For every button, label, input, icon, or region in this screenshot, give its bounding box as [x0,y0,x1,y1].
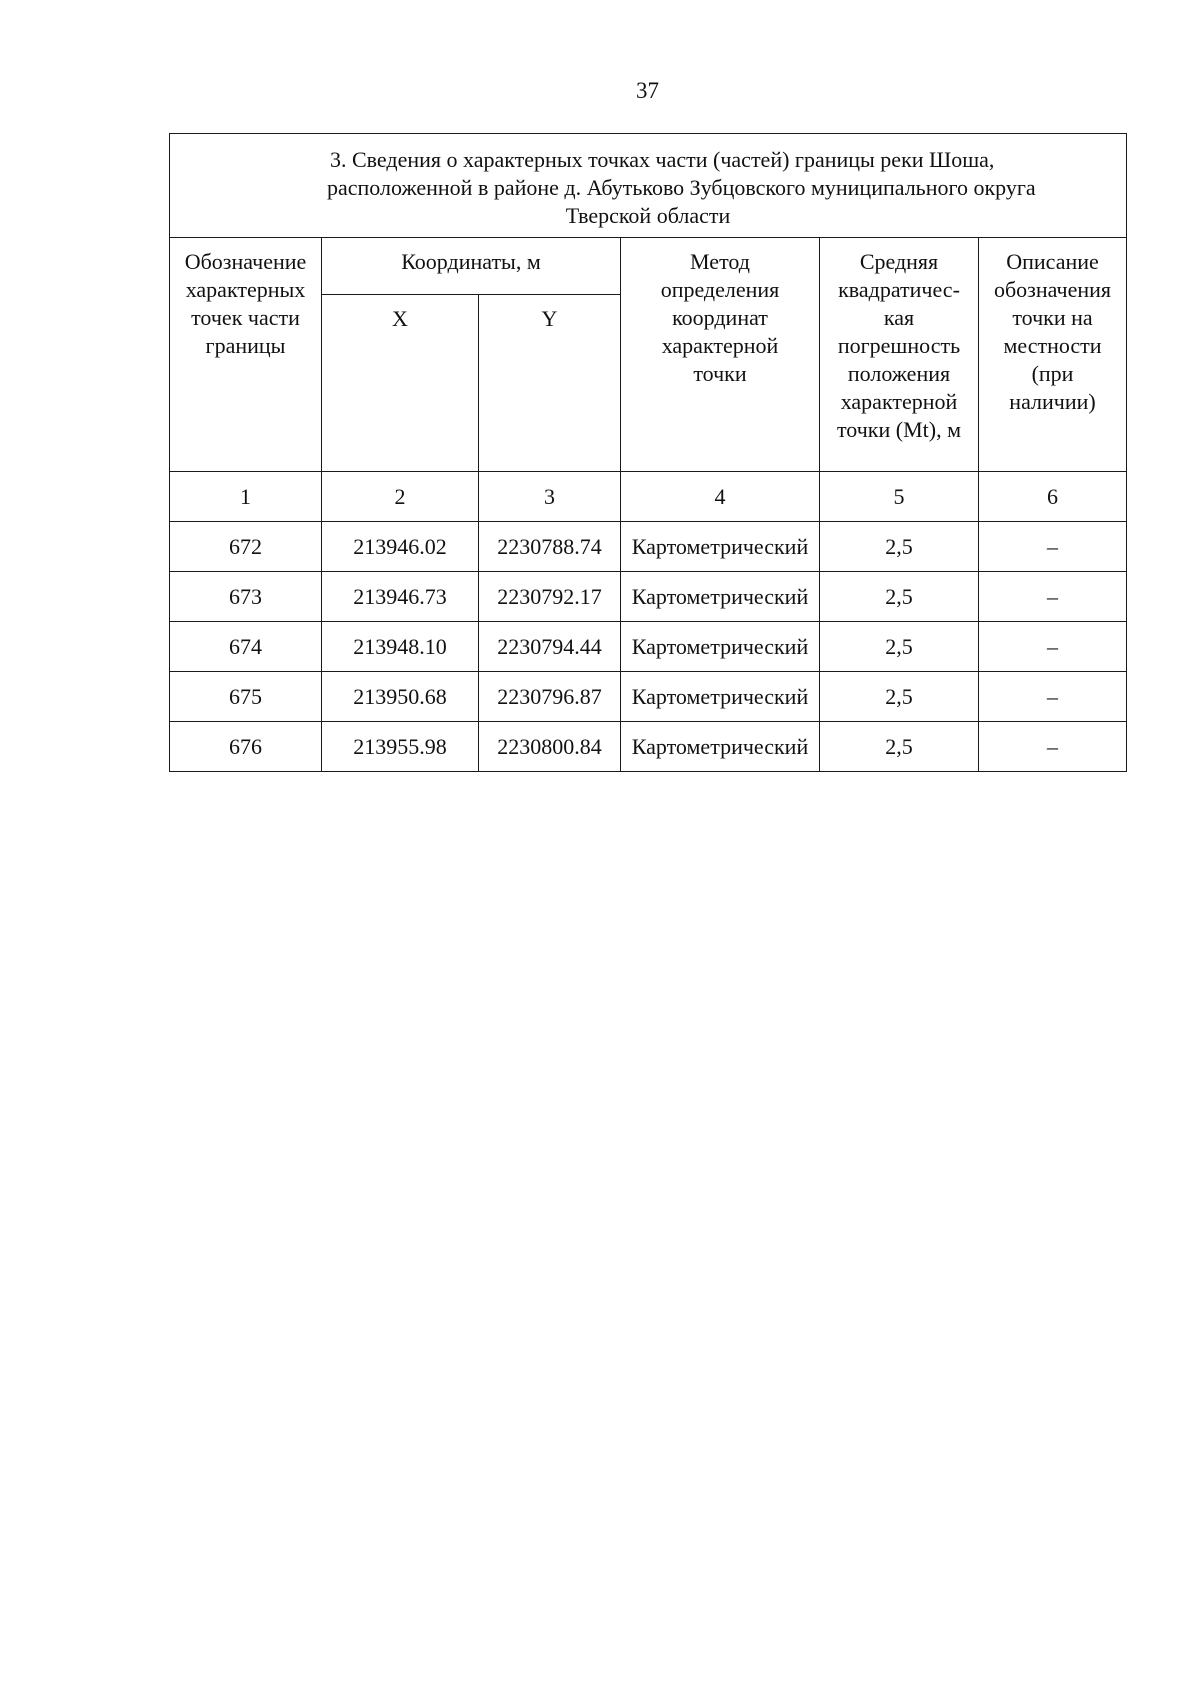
column-number: 6 [979,472,1127,522]
header-error-line: положения [847,361,951,386]
cell-point: 674 [170,622,322,672]
cell-x: 213946.02 [322,522,479,572]
header-description-line: (при [1031,361,1074,386]
header-description-line: наличии) [1009,389,1096,414]
cell-description: – [979,522,1127,572]
cell-error: 2,5 [820,522,979,572]
header-error-line: погрешность [837,333,961,358]
header-error-line: кая [883,305,915,330]
cell-y: 2230800.84 [479,722,621,772]
header-description-line: обозначения [993,277,1112,302]
header-description-line: местности [1003,333,1102,358]
header-designation-line: точек части [191,305,300,330]
cell-x: 213955.98 [322,722,479,772]
column-number: 4 [621,472,820,522]
cell-x: 213950.68 [322,672,479,722]
header-coordinates: Координаты, м [322,238,621,295]
cell-x: 213946.73 [322,572,479,622]
header-y: Y [479,295,621,472]
header-method [621,238,820,472]
cell-point: 676 [170,722,322,772]
caption-line-2: расположенной в районе д. Абутьково Зубцовского муниципального округа [327,175,1036,200]
cell-description: – [979,722,1127,772]
cell-description: – [979,572,1127,622]
table-caption [170,134,1127,238]
header-method-line: характерной [661,333,779,358]
cell-x: 213948.10 [322,622,479,672]
table-row [170,572,1127,622]
cell-description: – [979,672,1127,722]
cell-method: Картометрический [621,572,820,622]
cell-y: 2230792.17 [479,572,621,622]
header-method-line: координат [672,305,768,330]
header-error-line: Средняя [859,249,939,274]
header-description-line: точки на [1012,305,1093,330]
table-row [170,522,1127,572]
cell-method: Картометрический [621,672,820,722]
header-error [820,238,979,472]
cell-y: 2230796.87 [479,672,621,722]
cell-method: Картометрический [621,522,820,572]
cell-error: 2,5 [820,722,979,772]
header-designation [170,238,322,472]
column-number: 1 [170,472,322,522]
column-number: 3 [479,472,621,522]
cell-error: 2,5 [820,622,979,672]
cell-description: – [979,622,1127,672]
column-number-row [170,472,1127,522]
header-error-line: точки (Mt), м [836,417,962,442]
header-method-line: определения [660,277,780,302]
header-error-line: квадратичес- [838,277,960,302]
header-designation-line: Обозначение [184,249,307,274]
caption-line-3: Тверской области [565,203,731,228]
boundary-points-table [169,133,1127,772]
header-description-line: Описание [1006,249,1099,274]
header-error-line: характерной [840,389,958,414]
header-method-line: Метод [690,249,750,274]
header-method-line: точки [693,361,747,386]
cell-y: 2230788.74 [479,522,621,572]
cell-point: 675 [170,672,322,722]
table-row [170,672,1127,722]
column-number: 2 [322,472,479,522]
cell-y: 2230794.44 [479,622,621,672]
header-designation-line: характерных [185,277,306,302]
header-x: X [322,295,479,472]
cell-error: 2,5 [820,672,979,722]
cell-method: Картометрический [621,722,820,772]
column-number: 5 [820,472,979,522]
table-row [170,622,1127,672]
table-row [170,722,1127,772]
cell-point: 672 [170,522,322,572]
header-designation-line: границы [205,333,286,358]
caption-line-1: 3. Сведения о характерных точках части (частей) границы реки Шоша, [330,147,995,172]
page-number: 37 [636,78,659,103]
cell-error: 2,5 [820,572,979,622]
cell-method: Картометрический [621,622,820,672]
cell-point: 673 [170,572,322,622]
header-description [979,238,1127,472]
